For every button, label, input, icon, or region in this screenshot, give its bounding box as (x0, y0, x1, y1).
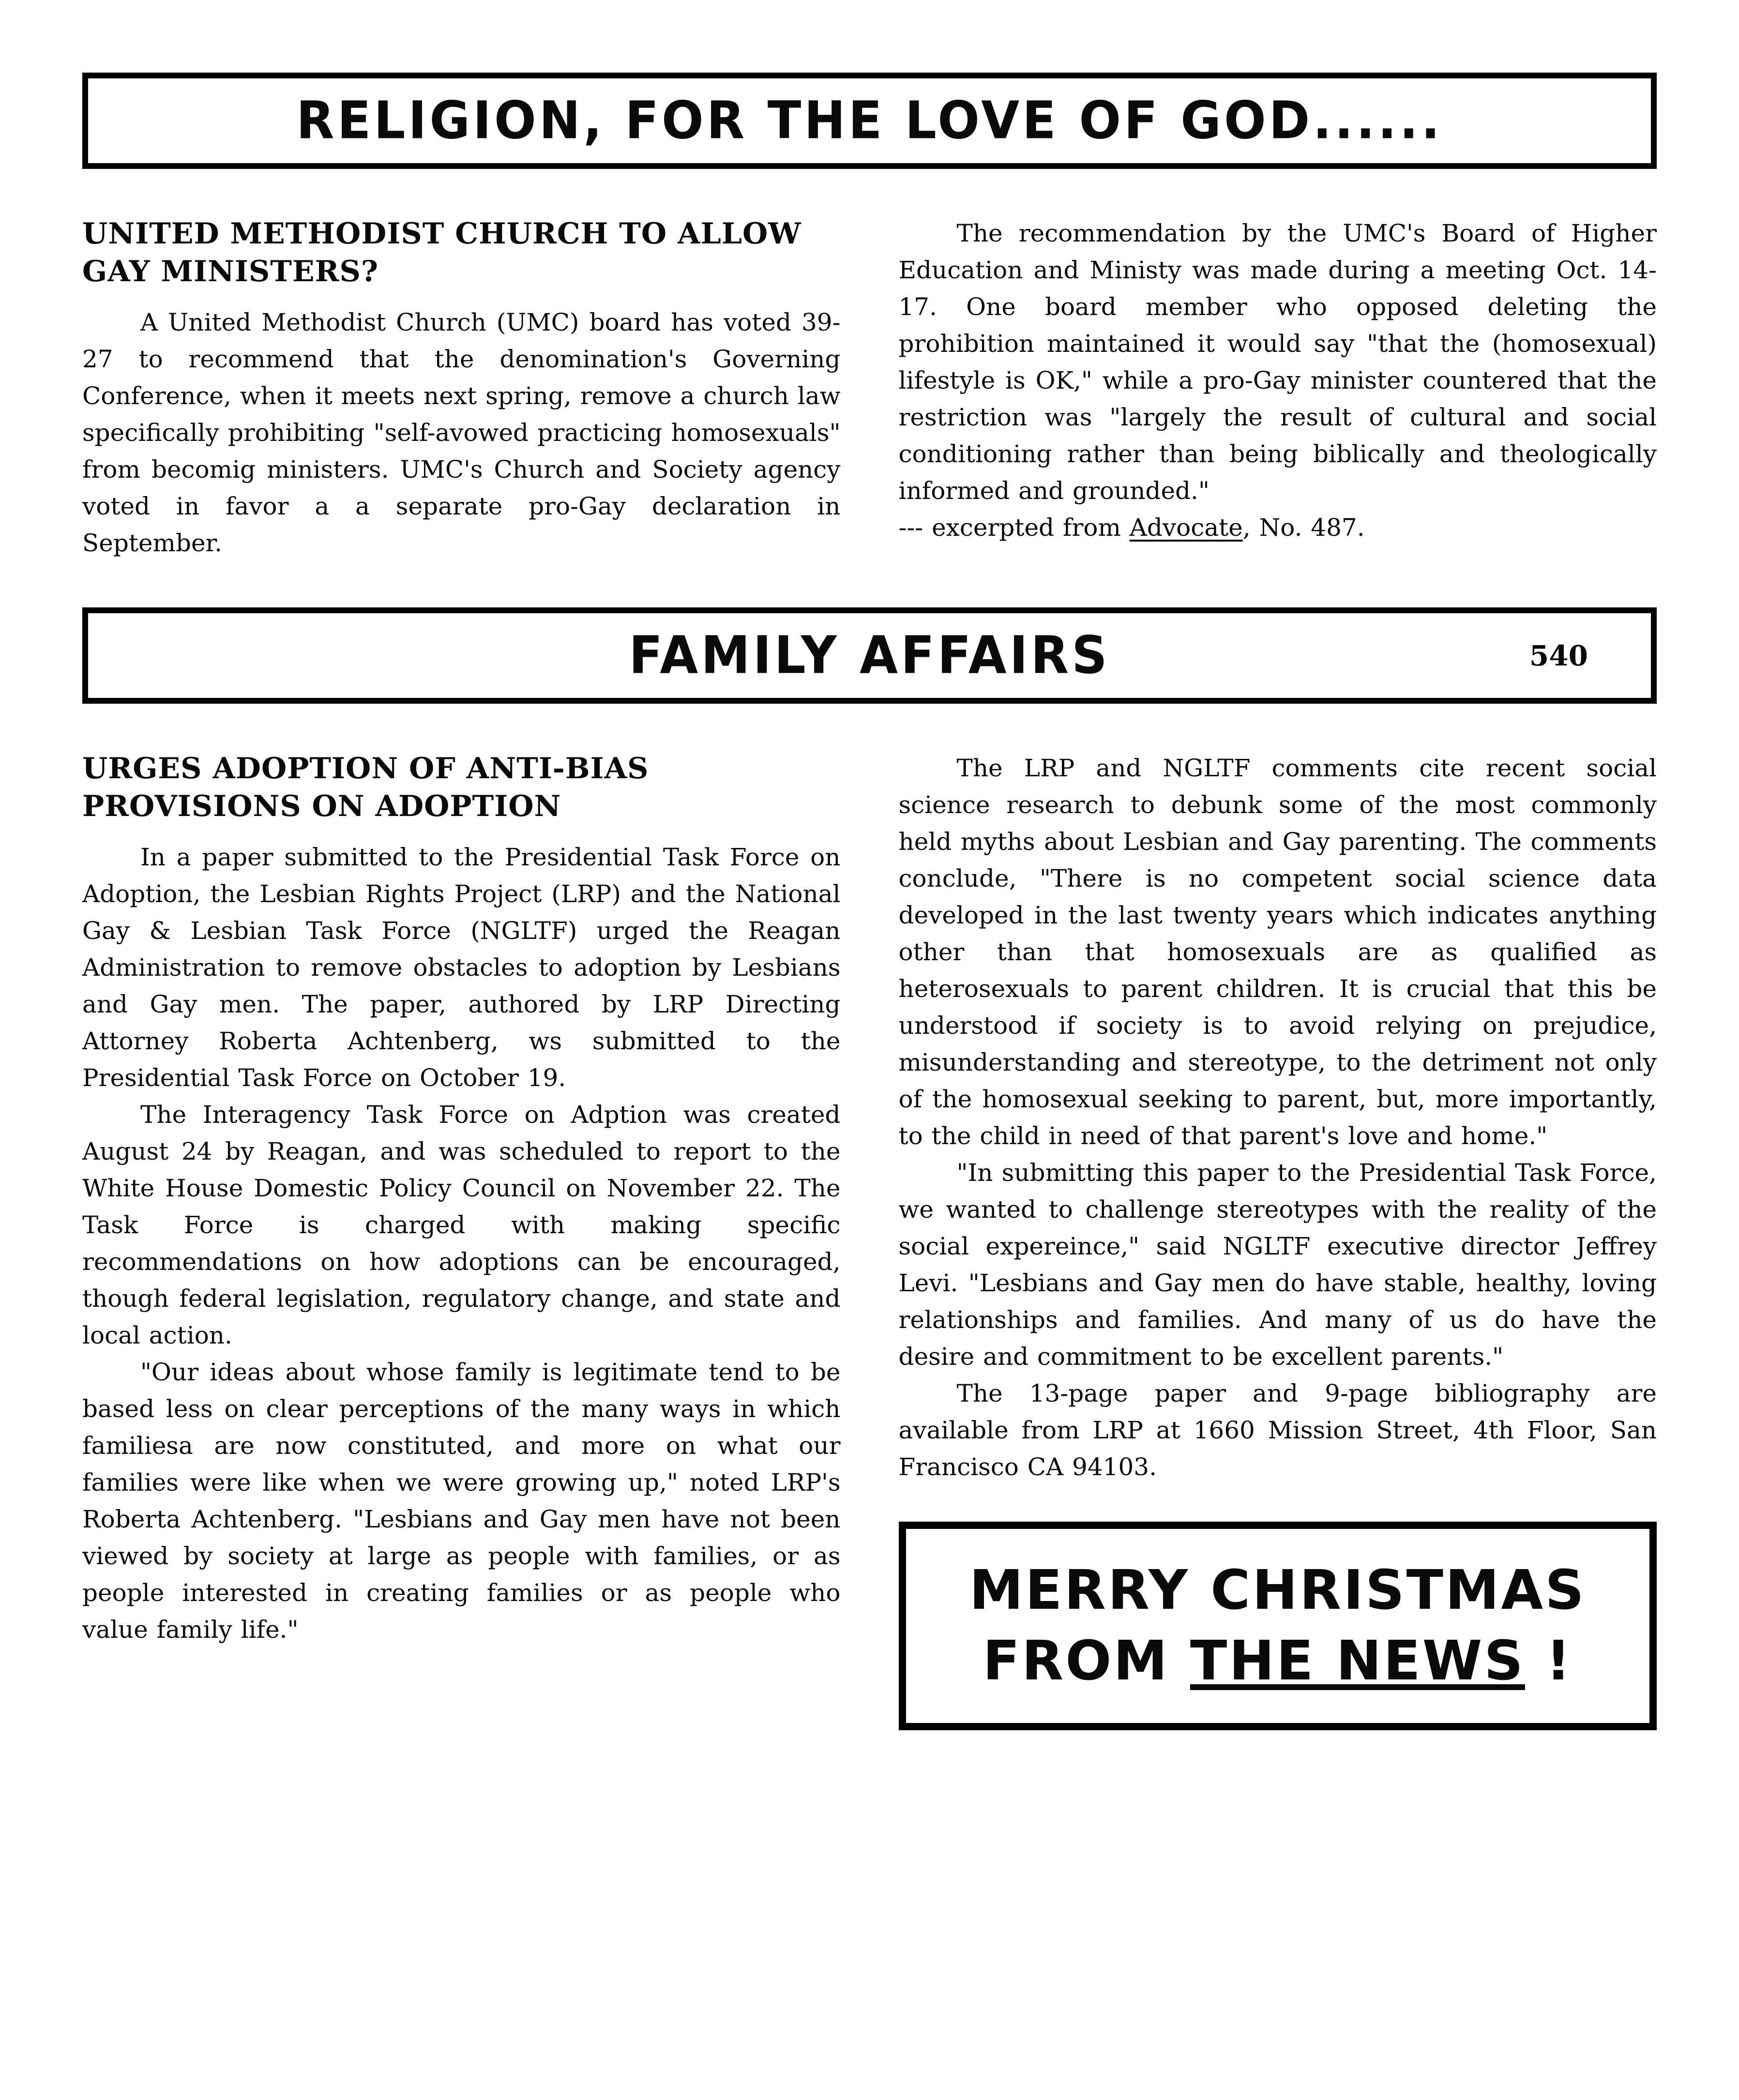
issue-number: 540 (1529, 639, 1588, 672)
article-adoption-col-left (82, 750, 841, 1730)
christmas-exclamation: ! (1525, 1629, 1573, 1692)
merry-christmas-box (899, 1522, 1657, 1730)
article-adoption-heading: URGES ADOPTION OF ANTI-BIAS PROVISIONS ON ADOPTION (82, 752, 649, 824)
article-umc-paragraph: The recommendation by the UMC's Board of Higher Education and Ministy was made during a meeting Oct. 14-17. One board member who opposed deleting the prohibition maintained it would say "that the (homosexual) lifestyle is OK," while a pro-Gay minister countered that the restriction was "largely the result of cultural and social conditioning rather than being biblically and theologically informed and grounded." (898, 219, 1657, 505)
banner-religion (82, 73, 1657, 169)
article-adoption-paragraph: The Interagency Task Force on Adption was created August 24 by Reagan, and was scheduled to report to the White House Domestic Policy Council on November 22. The Task Force is charged with making specific recommendations on how adoptions can be encouraged, though federal legislation, regulatory change, and state and local action. (82, 1101, 841, 1350)
article-adoption-paragraph: The LRP and NGLTF comments cite recent social science research to debunk some of the most commonly held myths about Lesbian and Gay parenting. The comments conclude, "There is no competent social science data developed in the last twenty years which indicates anything other than that homosexuals are as qualified as heterosexuals to parent children. It is crucial that this be understood if society is to avoid relying on prejudice, misunderstanding and stereotype, to the detriment not only of the homosexual seeking to parent, but, more importantly, to the child in need of that parent's love and home." (898, 754, 1657, 1150)
article-adoption (82, 750, 1657, 1730)
banner-family-affairs (82, 607, 1657, 704)
article-adoption-col-right (899, 750, 1657, 1730)
merry-christmas-line2 (921, 1626, 1635, 1697)
excerpt-prefix: --- excerpted from (898, 514, 1130, 542)
article-umc-col-right (899, 215, 1657, 561)
banner-religion-title: RELIGION, FOR THE LOVE OF GOD...... (296, 91, 1443, 151)
article-umc-paragraph: A United Methodist Church (UMC) board has voted 39-27 to recommend that the denomination's Governing Conference, when it meets next spring, remove a church law specifically prohibiting "self-avowed practicing homosexuals" from becomig ministers. UMC's Church and Society agency voted in favor a a separate pro-Gay declaration in September. (82, 308, 841, 558)
article-adoption-paragraph: In a paper submitted to the Presidential Task Force on Adoption, the Lesbian Rights Project (LRP) and the National Gay & Lesbian Task Force (NGLTF) urged the Reagan Administration to remove obstacles to adoption by Lesbians and Gay men. The paper, authored by LRP Directing Attorney Roberta Achtenberg, ws submitted to the Presidential Task Force on October 19. (82, 843, 841, 1092)
excerpt-source: Advocate (1129, 514, 1243, 542)
excerpt-suffix: , No. 487. (1242, 514, 1365, 542)
article-adoption-paragraph: "Our ideas about whose family is legitimate tend to be based less on clear perceptions of the many ways in which familiesa are now constituted, and more on what our families were like when we were growing up," noted LRP's Roberta Achtenberg. "Lesbians and Gay men have not been viewed by society at large as people with families, or as people interested in creating families or as people who value family life." (82, 1358, 841, 1644)
merry-christmas-line1: MERRY CHRISTMAS (969, 1559, 1586, 1622)
article-umc-heading: UNITED METHODIST CHURCH TO ALLOW GAY MINISTERS? (82, 217, 801, 289)
excerpt-line (899, 509, 1657, 546)
article-adoption-paragraph: "In submitting this paper to the Presidential Task Force, we wanted to challenge stereotypes with the reality of the social expereince," said NGLTF executive director Jeffrey Levi. "Lesbians and Gay men do have stable, healthy, loving relationships and families. And many of us do have the desire and commitment to be excellent parents." (898, 1159, 1657, 1371)
article-umc (82, 215, 1657, 561)
banner-family-affairs-title: FAMILY AFFAIRS (629, 625, 1110, 686)
christmas-from-text: FROM (983, 1629, 1190, 1692)
article-adoption-paragraph: The 13-page paper and 9-page bibliography are available from LRP at 1660 Mission Street, 4th Floor, San Francisco CA 94103. (898, 1379, 1657, 1481)
the-news-title: THE NEWS (1190, 1629, 1525, 1692)
article-umc-col-left (82, 215, 841, 561)
